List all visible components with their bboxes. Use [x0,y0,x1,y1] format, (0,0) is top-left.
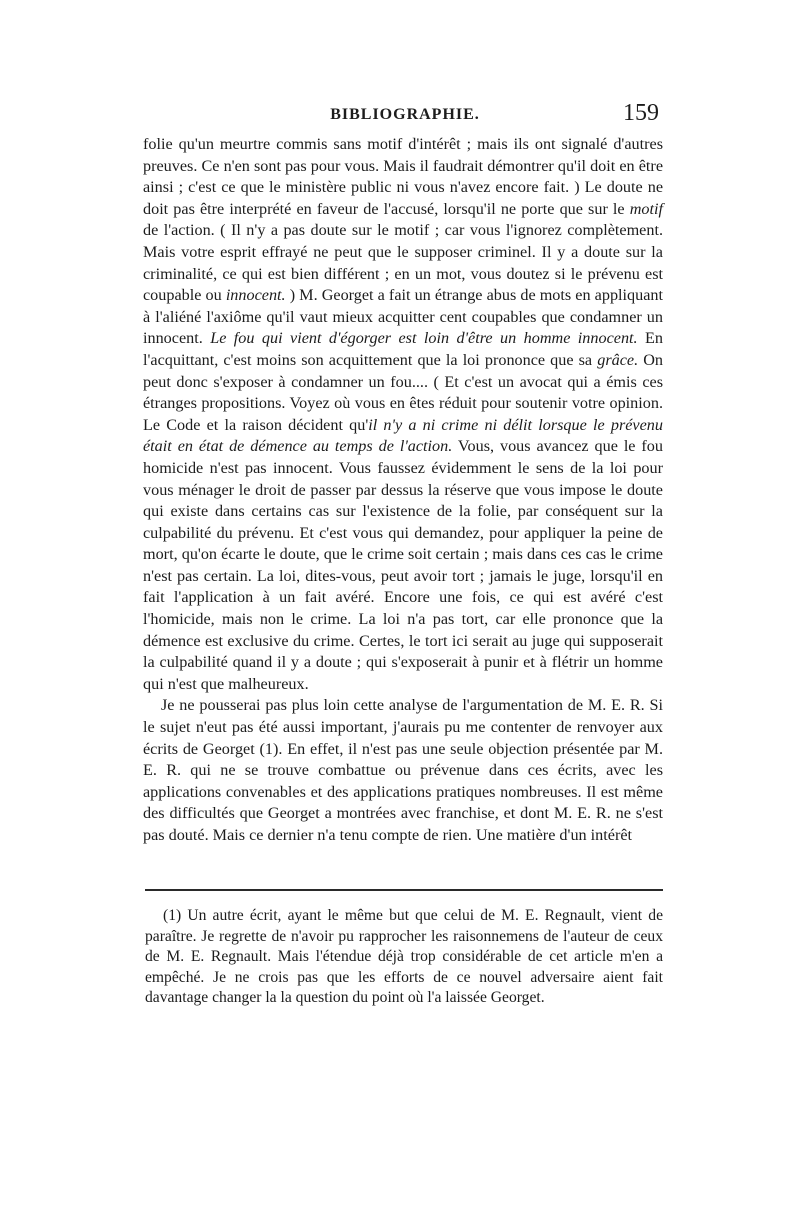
footnote [145,906,663,1009]
italic-run: grâce. [597,350,639,369]
main-text [143,134,663,847]
page-number: 159 [623,100,659,126]
text-run: Vous, vous avancez que le fou homicide n'est pas innocent. Vous faussez évidemment le sens de la loi pour vous ménager le droit de passer par dessus la réserve que vous impose le doute qui existe dans certains cas sur l'existence de la folie, par conséquent sur la culpabilité du prévenu. Et c'est vous qui demandez, pour appliquer la peine de mort, qu'on écarte le doute, que le crime soit certain ; mais dans ces cas le crime n'est pas certain. La loi, dites-vous, peut avoir tort ; jamais le juge, lorsqu'il en fait l'application à un fait avéré. Encore une fois, ce qui est avéré c'est l'homicide, mais non le crime. La loi n'a pas tort, car elle prononce que la démence est exclusive du crime. Certes, le tort ici serait au juge qui supposerait la culpabilité quand il y a doute ; qui s'exposerait à punir et à flétrir un homme qui n'est que malheureux. [143,437,663,693]
italic-run: motif [629,199,663,218]
page-header [145,100,665,136]
running-title: BIBLIOGRAPHIE. [330,106,480,123]
italic-run: Le fou qui vient d'égorger est loin d'être un homme innocent. [210,329,638,348]
footnote-divider [145,889,663,891]
text-run: On peut donc s'exposer à condamner un fou.... ( Et c'est un avocat qui a émis ces étranges propositions. Voyez où vous en êtes réduit pour soutenir votre opinion. Le Code et la raison décident qu' [143,350,663,434]
footnote-text: (1) Un autre écrit, ayant le même but que celui de M. E. Regnault, vient de paraître. Je regrette de n'avoir pu rapprocher les raisonnemens de l'auteur de ceux de M. E. Regnault. Mais l'étendue déjà trop considérable de cet article m'en a empêché. Je ne crois pas que les efforts de ce nouvel adversaire aient fait davantage changer la la question du point où l'a laissée Georget. [145,907,663,1007]
text-run: En l'acquittant, c'est moins son acquittement que la loi prononce que sa [143,329,663,369]
italic-run: innocent. [225,286,286,305]
italic-run: il n'y a ni crime ni délit lorsque le prévenu était en état de démence au temps de l'action. [143,415,663,456]
text-run: ) M. Georget a fait un étrange abus de mots en appliquant à l'aliéné l'axiôme qu'il vaut mieux acquitter cent coupables que condamner un innocent. [143,286,663,348]
text-run: de l'action. ( Il n'y a pas doute sur le motif ; car vous l'ignorez complètement. Mais votre esprit effrayé ne peut que le supposer criminel. Il y a doute sur la criminalité, ce qui est bien différent ; en un mot, vous doutez si le prévenu est coupable ou [143,221,663,305]
paragraph-2: Je ne pousserai pas plus loin cette analyse de l'argumentation de M. E. R. Si le sujet n'eut pas été aussi important, j'aurais pu me contenter de renvoyer aux écrits de Georget (1). En effet, il n'est pas une seule objection présentée par M. E. R. qui ne se trouve combattue ou prévenue dans ces écrits, avec les applications convenables et des applications pratiques nombreuses. Il est même des difficultés que Georget a montrées avec franchise, et dont M. E. R. ne s'est pas douté. Mais ce dernier n'a tenu compte de rien. Une matière d'un intérêt [143,696,663,844]
text-run: folie qu'un meurtre commis sans motif d'intérêt ; mais ils ont signalé d'autres preuves. Ce n'en sont pas pour vous. Mais il faudrait démontrer qu'il doit en être ainsi ; c'est ce que le ministère public ni vous n'avez encore fait. ) Le doute ne doit pas être interprété en faveur de l'accusé, lorsqu'il ne porte que sur le [143,135,663,218]
paragraph-1 [143,134,663,695]
